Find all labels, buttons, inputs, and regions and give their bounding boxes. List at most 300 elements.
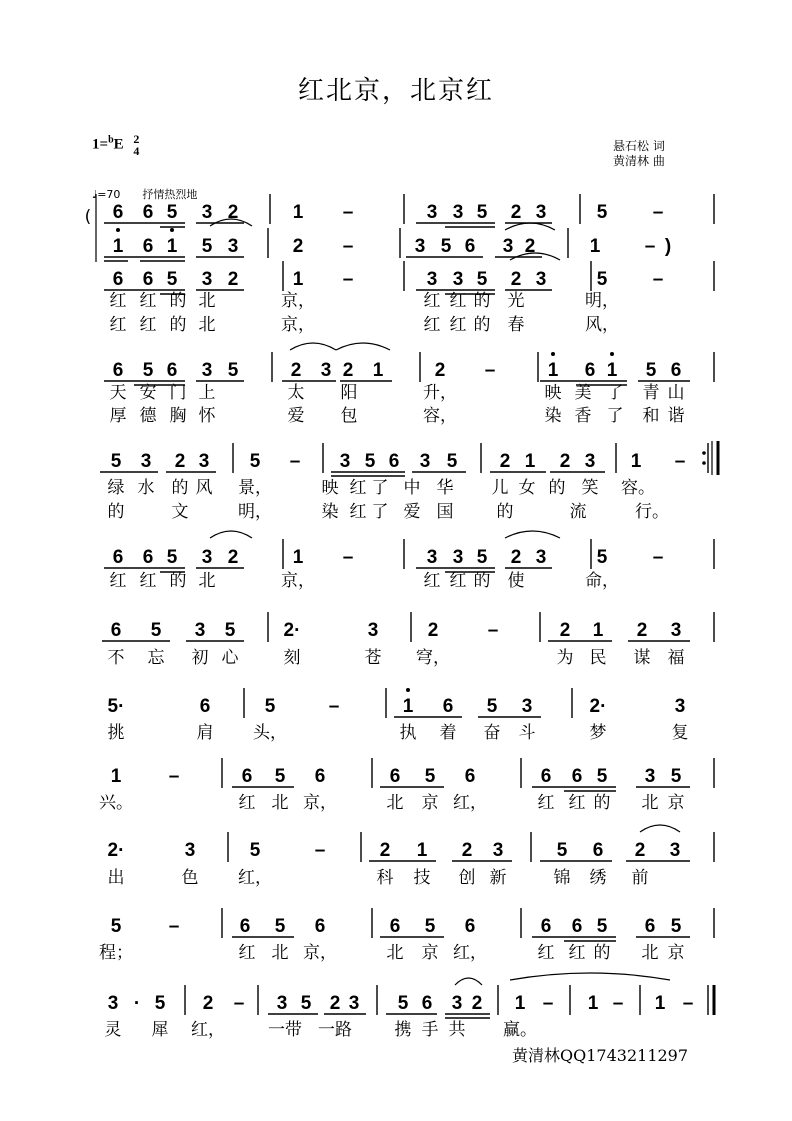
note: 3 (227, 236, 239, 257)
lyric: 明， (238, 502, 272, 522)
note: 1 (292, 202, 304, 223)
note: 5 (300, 993, 312, 1014)
note: 3 (367, 620, 379, 641)
lyric: 技 (413, 868, 431, 888)
note: 5 (264, 696, 276, 717)
lyric: 的 (496, 502, 514, 522)
lyric: 的 (169, 291, 187, 311)
lyric: 和 (642, 406, 660, 426)
note: 6 (540, 916, 552, 937)
note: 5 (476, 269, 488, 290)
lyric: 命， (585, 571, 619, 591)
note: 5 (670, 766, 682, 787)
lyric: 福 (667, 648, 685, 668)
note: 5 (227, 360, 239, 381)
note: 6 (142, 547, 154, 568)
lyric: 使 (507, 571, 525, 591)
note: 1 (292, 547, 304, 568)
lyric: 北 (386, 793, 404, 813)
note: 1 (110, 766, 122, 787)
lyric: 笑 (581, 478, 599, 498)
expression: 抒情热烈地 (142, 188, 198, 201)
note: 6 (142, 236, 154, 257)
lyric: 北 (271, 793, 289, 813)
lyric: 了 (371, 502, 389, 522)
lyric: 北 (198, 291, 216, 311)
note: 5 (150, 620, 162, 641)
note: 1 (112, 236, 124, 257)
note: 2 (510, 547, 522, 568)
note: 5 (166, 202, 178, 223)
note: 1 (166, 236, 178, 257)
note: 6 (199, 696, 211, 717)
note: 1 (402, 696, 414, 717)
note: 1 (514, 993, 526, 1014)
lyric: 红 (449, 291, 467, 311)
note: – (674, 451, 686, 472)
lyric: 上 (198, 383, 216, 403)
note: – (612, 993, 624, 1014)
note: 6 (644, 916, 656, 937)
octave-dot (170, 228, 174, 232)
lyric: 爱 (403, 502, 421, 522)
lyric: 锦 (553, 868, 571, 888)
note: 3 (201, 547, 213, 568)
note: 2 (202, 993, 214, 1014)
lyric: 穹， (416, 648, 450, 668)
lyric: 京， (281, 315, 315, 335)
lyric: 京， (281, 571, 315, 591)
note: 6 (142, 269, 154, 290)
note: 2 (290, 360, 302, 381)
note: – (342, 236, 354, 257)
note: 3 (201, 202, 213, 223)
note: 3 (201, 360, 213, 381)
lyric: 行。 (635, 502, 669, 522)
lyric: 德 (139, 406, 157, 426)
lyric: 红 (109, 315, 127, 335)
note: 2 (499, 451, 511, 472)
lyric: 京， (303, 943, 337, 963)
lyric: 红 (423, 571, 441, 591)
note: 6 (464, 916, 476, 937)
lyric: 红 (449, 315, 467, 335)
lyric: 京 (421, 943, 439, 963)
note: 2· (107, 840, 125, 861)
note: 6 (592, 840, 604, 861)
note: 3 (339, 451, 351, 472)
note: 3 (184, 840, 196, 861)
lyric: 刻 (283, 648, 301, 668)
lyric: 光 (507, 291, 525, 311)
note: 2· (283, 620, 301, 641)
lyric: 美 (574, 383, 592, 403)
lyric: 京， (281, 291, 315, 311)
note: 2 (559, 451, 571, 472)
note: 2 (342, 360, 354, 381)
lyric: 升， (423, 383, 457, 403)
lyric: 安 (139, 383, 157, 403)
lyric: 心 (221, 648, 239, 668)
lyric: 的 (473, 571, 491, 591)
note: 6 (464, 236, 476, 257)
lyric: 胸 (169, 406, 187, 426)
note: 3 (584, 451, 596, 472)
lyric: 容。 (621, 478, 655, 498)
note: 5 (397, 993, 409, 1014)
lyric: 北 (198, 571, 216, 591)
lyric: 绣 (589, 868, 607, 888)
note: 1 (589, 236, 601, 257)
lyric: 爱 (287, 406, 305, 426)
lyric: 染 (544, 406, 562, 426)
note: 5 (274, 766, 286, 787)
lyric: 华 (436, 478, 454, 498)
note: 6 (670, 360, 682, 381)
lyric: 的 (548, 478, 566, 498)
note: 2 (559, 620, 571, 641)
note: 3 (140, 451, 152, 472)
lyric: 红 (537, 943, 555, 963)
metronome: ♩=70 (92, 188, 121, 201)
note: 2 (461, 840, 473, 861)
note: 6 (388, 451, 400, 472)
lyric: 复 (671, 723, 689, 743)
note: 5 (424, 766, 436, 787)
note: 3 (276, 993, 288, 1014)
note: ) (664, 236, 672, 257)
lyric: 青 (642, 383, 660, 403)
note: 3 (107, 993, 119, 1014)
note: 3 (201, 269, 213, 290)
lyric: 红 (449, 571, 467, 591)
note: 6 (166, 360, 178, 381)
note: 6 (112, 360, 124, 381)
note: 5 (596, 202, 608, 223)
note: 2 (510, 202, 522, 223)
octave-dot (116, 228, 120, 232)
slur (336, 343, 390, 350)
note: 1 (524, 451, 536, 472)
note: – (342, 202, 354, 223)
note: 6 (464, 766, 476, 787)
lyric: 北 (641, 793, 659, 813)
note: 3 (414, 236, 426, 257)
lyric: 春 (507, 315, 525, 335)
lyric: 京 (667, 793, 685, 813)
note: – (644, 236, 656, 257)
note: 5· (107, 696, 125, 717)
note: 5 (596, 547, 608, 568)
note: 5 (224, 620, 236, 641)
lyric: 苍 (364, 648, 382, 668)
repeat-dot (702, 461, 706, 465)
time-top: 2 (133, 132, 140, 146)
note: – (487, 620, 499, 641)
lyric: 红 (349, 502, 367, 522)
lyric: 北 (271, 943, 289, 963)
note: 5 (201, 236, 213, 257)
time-bottom: 4 (133, 144, 140, 158)
note: 6 (239, 916, 251, 937)
lyric: 厚 (109, 406, 127, 426)
note: 1 (547, 360, 559, 381)
lyric: 天 (109, 383, 127, 403)
flat-sign: b (108, 134, 114, 146)
note: 5 (596, 916, 608, 937)
octave-dot (551, 352, 555, 356)
slur (505, 531, 560, 538)
lyric: 头， (253, 723, 287, 743)
lyric: 映 (544, 383, 562, 403)
lyric: 红 (423, 315, 441, 335)
note: 2 (292, 236, 304, 257)
note: – (652, 269, 664, 290)
note: 5 (142, 360, 154, 381)
lyric: 色 (181, 868, 199, 888)
note: 3 (521, 696, 533, 717)
note: 5 (166, 269, 178, 290)
note: 5 (486, 696, 498, 717)
note: – (542, 993, 554, 1014)
lyric: 流 (569, 502, 587, 522)
note: 1 (292, 269, 304, 290)
lyric: 科 (376, 868, 394, 888)
note: – (652, 547, 664, 568)
note: 1 (630, 451, 642, 472)
note: 5 (166, 547, 178, 568)
octave-dot (406, 688, 410, 692)
note: – (342, 269, 354, 290)
lyric: 红 (568, 793, 586, 813)
note: 2 (510, 269, 522, 290)
note: 6 (241, 766, 253, 787)
note: 6 (389, 916, 401, 937)
note: 2 (524, 236, 536, 257)
note: 3 (674, 696, 686, 717)
note: 2 (227, 202, 239, 223)
note: 5 (440, 236, 452, 257)
composer: 黄清林 曲 (613, 154, 665, 168)
open-paren: ( (84, 207, 92, 227)
lyric: 太 (287, 383, 305, 403)
note: – (328, 696, 340, 717)
note: 6 (389, 766, 401, 787)
lyric: 北 (386, 943, 404, 963)
note: 2· (589, 696, 607, 717)
note: 3 (348, 993, 360, 1014)
note: 5 (274, 916, 286, 937)
lyric: 绿 (107, 478, 125, 498)
lyric: 怀 (198, 406, 216, 426)
note: 6 (421, 993, 433, 1014)
key-tone: E (113, 136, 124, 153)
lyric: 前 (631, 868, 649, 888)
note: 6 (442, 696, 454, 717)
lyric: 红， (191, 1020, 225, 1040)
note: 6 (112, 202, 124, 223)
lyric: 明， (585, 291, 619, 311)
note: 2 (379, 840, 391, 861)
lyric: 风 (195, 478, 213, 498)
note: 3 (194, 620, 206, 641)
lyric: 的 (169, 315, 187, 335)
note: 3 (426, 202, 438, 223)
lyric: 共 (448, 1020, 466, 1040)
note: 3 (670, 620, 682, 641)
lyric: 红， (453, 943, 487, 963)
lyric: 映 (321, 478, 339, 498)
note: 2 (434, 360, 446, 381)
lyric: 香 (574, 406, 592, 426)
note: 6 (142, 202, 154, 223)
lyric: 文 (171, 502, 189, 522)
note: – (289, 451, 301, 472)
lyric: 红， (238, 868, 272, 888)
lyric: 犀 (151, 1020, 169, 1040)
lyric: 红 (423, 291, 441, 311)
lyric: 执 (399, 723, 417, 743)
note: 2 (174, 451, 186, 472)
lyric: 阳 (340, 383, 358, 403)
lyric: 北 (198, 315, 216, 335)
lyric: 红 (139, 571, 157, 591)
note: 5 (476, 547, 488, 568)
note: 3 (535, 202, 547, 223)
note: 5 (249, 840, 261, 861)
lyric: 初 (191, 648, 209, 668)
lyric: 着 (439, 723, 457, 743)
lyric: 门 (169, 383, 187, 403)
lyric: 挑 (107, 723, 125, 743)
note: 3 (419, 451, 431, 472)
note: 3 (451, 993, 463, 1014)
note: 5 (110, 451, 122, 472)
note: 3 (426, 269, 438, 290)
note: 1 (416, 840, 428, 861)
note: 2 (471, 993, 483, 1014)
note: 3 (492, 840, 504, 861)
lyric: 红 (568, 943, 586, 963)
note: 6 (112, 547, 124, 568)
note: 5 (249, 451, 261, 472)
lyric: 一带 (268, 1020, 302, 1040)
lyric: 红 (109, 291, 127, 311)
note: 1 (587, 993, 599, 1014)
note: – (652, 202, 664, 223)
page-title: 红北京，北京红 (297, 76, 494, 106)
note: – (484, 360, 496, 381)
note: 5 (670, 916, 682, 937)
note: 3 (502, 236, 514, 257)
lyric: 的 (593, 793, 611, 813)
note: 1 (606, 360, 618, 381)
slur (505, 223, 555, 230)
lyric: 红 (139, 291, 157, 311)
lyric: 包 (340, 406, 358, 426)
lyric: 谋 (633, 648, 651, 668)
note: 3 (452, 202, 464, 223)
note: 6 (314, 766, 326, 787)
note: 6 (584, 360, 596, 381)
lyric: 中 (403, 478, 421, 498)
lyric: 的 (593, 943, 611, 963)
lyric: 的 (107, 502, 125, 522)
lyric: 水 (137, 478, 155, 498)
slur (290, 343, 336, 350)
lyric: 北 (641, 943, 659, 963)
lyric: 的 (169, 571, 187, 591)
lyric: 不 (107, 648, 125, 668)
note: 5 (556, 840, 568, 861)
lyric: 京， (303, 793, 337, 813)
note: 2 (329, 993, 341, 1014)
note: – (682, 993, 694, 1014)
lyric: 京 (421, 793, 439, 813)
note: 3 (452, 269, 464, 290)
note: 5 (476, 202, 488, 223)
slur (510, 973, 670, 980)
note: 5 (424, 916, 436, 937)
octave-dot (610, 352, 614, 356)
lyric: 为 (556, 648, 574, 668)
lyric: 容， (423, 406, 457, 426)
lyric: 肩 (196, 723, 214, 743)
lyric: 奋 (483, 723, 501, 743)
note: · (133, 993, 141, 1014)
note: 1 (372, 360, 384, 381)
note: 2 (427, 620, 439, 641)
note: 6 (110, 620, 122, 641)
lyric: 出 (107, 868, 125, 888)
lyric: 灵 (104, 1020, 122, 1040)
lyric: 的 (473, 291, 491, 311)
footer-credit: 黄清林QQ1743211297 (512, 1046, 689, 1065)
note: 5 (596, 269, 608, 290)
lyric: 谐 (667, 406, 685, 426)
note: 5 (154, 993, 166, 1014)
note: 2 (227, 269, 239, 290)
lyric: 了 (371, 478, 389, 498)
lyric: 梦 (589, 723, 607, 743)
lyric: 民 (589, 648, 607, 668)
note: – (314, 840, 326, 861)
note: 5 (446, 451, 458, 472)
lyric: 的 (473, 315, 491, 335)
note: 2 (636, 620, 648, 641)
note: 2 (227, 547, 239, 568)
note: – (168, 766, 180, 787)
lyric: 国 (436, 502, 454, 522)
lyricist: 悬石松 词 (613, 139, 665, 153)
lyric: 了 (606, 406, 624, 426)
lyric: 红 (349, 478, 367, 498)
note: – (168, 916, 180, 937)
note: 6 (540, 766, 552, 787)
repeat-dot (702, 451, 706, 455)
note: 1 (654, 993, 666, 1014)
lyric: 了 (606, 383, 624, 403)
note: 6 (571, 766, 583, 787)
lyric: 红， (453, 793, 487, 813)
note: 3 (452, 547, 464, 568)
lyric: 创 (458, 868, 476, 888)
note: 3 (198, 451, 210, 472)
note: – (233, 993, 245, 1014)
lyric: 红 (537, 793, 555, 813)
lyric: 红 (238, 793, 256, 813)
lyric: 红 (139, 315, 157, 335)
